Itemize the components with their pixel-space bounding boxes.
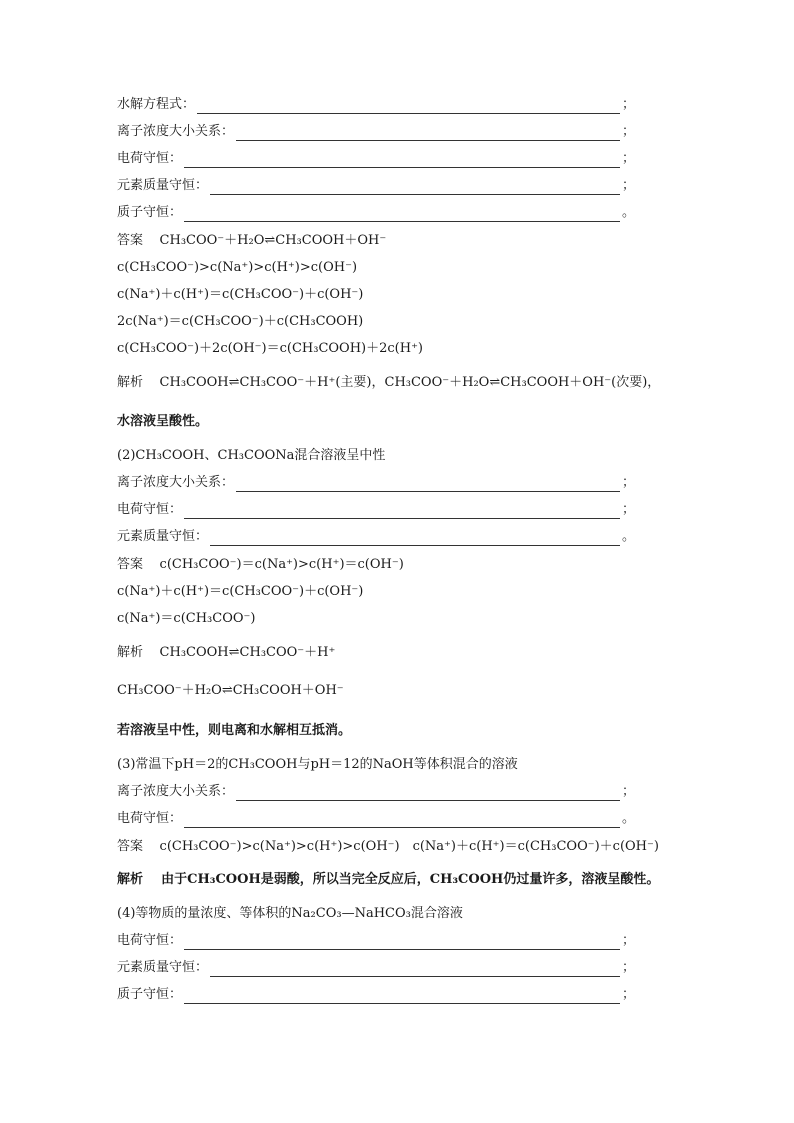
fill-line-proton: 质子守恒： ； <box>117 987 636 1002</box>
analysis-conclusion: 水溶液呈酸性。 <box>117 414 209 429</box>
answer-blank[interactable] <box>197 101 620 114</box>
answer-text: c(CH₃COO⁻)＝c(Na⁺)>c(H⁺)＝c(OH⁻) <box>159 557 404 572</box>
analysis-conclusion: 若溶液呈中性，则电离和水解相互抵消。 <box>117 723 352 738</box>
fill-line-mass: 元素质量守恒： ； <box>117 960 636 975</box>
field-label: 元素质量守恒： <box>117 529 209 544</box>
answer-line: c(Na⁺)＝c(CH₃COO⁻) <box>117 611 256 626</box>
field-label: 电荷守恒： <box>117 811 183 826</box>
answer-text: CH₃COO⁻＋H₂O⇌CH₃COOH＋OH⁻ <box>159 233 387 248</box>
analysis-label: 解析 <box>117 375 144 390</box>
answer-label: 答案 <box>117 839 144 854</box>
answer-blank[interactable] <box>210 182 620 195</box>
answer-blank[interactable] <box>184 506 620 519</box>
field-label: 电荷守恒： <box>117 933 183 948</box>
answer-line: c(Na⁺)＋c(H⁺)＝c(CH₃COO⁻)＋c(OH⁻) <box>117 287 364 302</box>
fill-line-charge: 电荷守恒： ； <box>117 151 636 166</box>
fill-line-ion-order: 离子浓度大小关系： ； <box>117 124 636 139</box>
answer-label: 答案 <box>117 233 144 248</box>
fill-line-mass: 元素质量守恒： ； <box>117 178 636 193</box>
field-label: 质子守恒： <box>117 987 183 1002</box>
fill-line-proton: 质子守恒： 。 <box>117 205 636 220</box>
fill-line-charge: 电荷守恒： ； <box>117 933 636 948</box>
answer-blank[interactable] <box>184 937 620 950</box>
answer-blank[interactable] <box>184 815 620 828</box>
answer-line: 2c(Na⁺)＝c(CH₃COO⁻)＋c(CH₃COOH) <box>117 314 364 329</box>
answer-blank[interactable] <box>184 991 620 1004</box>
fill-line-hydrolysis: 水解方程式： ； <box>117 97 636 112</box>
analysis-line <box>117 374 660 392</box>
question-title: (2)CH₃COOH、CH₃COONa混合溶液呈中性 <box>117 448 386 463</box>
answer-blank[interactable] <box>236 479 620 492</box>
field-label: 电荷守恒： <box>117 502 183 517</box>
field-label: 元素质量守恒： <box>117 178 209 193</box>
field-label: 电荷守恒： <box>117 151 183 166</box>
field-label: 离子浓度大小关系： <box>117 475 235 490</box>
field-label: 离子浓度大小关系： <box>117 784 235 799</box>
analysis-line <box>117 871 659 889</box>
answer-blank[interactable] <box>236 128 620 141</box>
answer-blank[interactable] <box>210 533 620 546</box>
answer-line <box>117 556 404 574</box>
question-title: (3)常温下pH＝2的CH₃COOH与pH＝12的NaOH等体积混合的溶液 <box>117 757 518 772</box>
answer-label: 答案 <box>117 557 144 572</box>
analysis-label: 解析 <box>117 645 144 660</box>
analysis-text: CH₃COOH⇌CH₃COO⁻＋H⁺ <box>159 645 336 660</box>
fill-line-mass: 元素质量守恒： 。 <box>117 529 636 544</box>
answer-line <box>117 838 659 856</box>
analysis-text: CH₃COOH⇌CH₃COO⁻＋H⁺(主要)，CH₃COO⁻＋H₂O⇌CH₃COOH＋OH⁻(次要)， <box>159 375 661 390</box>
answer-line: c(CH₃COO⁻)>c(Na⁺)>c(H⁺)>c(OH⁻) <box>117 260 358 275</box>
fill-line-charge: 电荷守恒： 。 <box>117 811 636 826</box>
analysis-line <box>117 644 335 662</box>
field-label: 离子浓度大小关系： <box>117 124 235 139</box>
question-title: (4)等物质的量浓度、等体积的Na₂CO₃—NaHCO₃混合溶液 <box>117 906 463 921</box>
fill-line-charge: 电荷守恒： ； <box>117 502 636 517</box>
fill-line-ion-order: 离子浓度大小关系： ； <box>117 784 636 799</box>
field-label: 元素质量守恒： <box>117 960 209 975</box>
analysis-label: 解析 <box>117 872 144 887</box>
answer-line <box>117 232 386 250</box>
field-label: 质子守恒： <box>117 205 183 220</box>
analysis-line: CH₃COO⁻＋H₂O⇌CH₃COOH＋OH⁻ <box>117 683 344 698</box>
answer-blank[interactable] <box>184 209 620 222</box>
answer-line: c(CH₃COO⁻)＋2c(OH⁻)＝c(CH₃COOH)＋2c(H⁺) <box>117 341 424 356</box>
answer-text: c(CH₃COO⁻)>c(Na⁺)>c(H⁺)>c(OH⁻) c(Na⁺)＋c(H⁺)＝c(CH₃COO⁻)＋c(OH⁻) <box>159 839 659 854</box>
answer-blank[interactable] <box>184 155 620 168</box>
answer-blank[interactable] <box>236 788 620 801</box>
answer-line: c(Na⁺)＋c(H⁺)＝c(CH₃COO⁻)＋c(OH⁻) <box>117 584 364 599</box>
analysis-text: 由于CH₃COOH是弱酸，所以当完全反应后，CH₃COOH仍过量许多，溶液呈酸性。 <box>161 872 660 887</box>
answer-blank[interactable] <box>210 964 620 977</box>
field-label: 水解方程式： <box>117 97 196 112</box>
fill-line-ion-order: 离子浓度大小关系： ； <box>117 475 636 490</box>
